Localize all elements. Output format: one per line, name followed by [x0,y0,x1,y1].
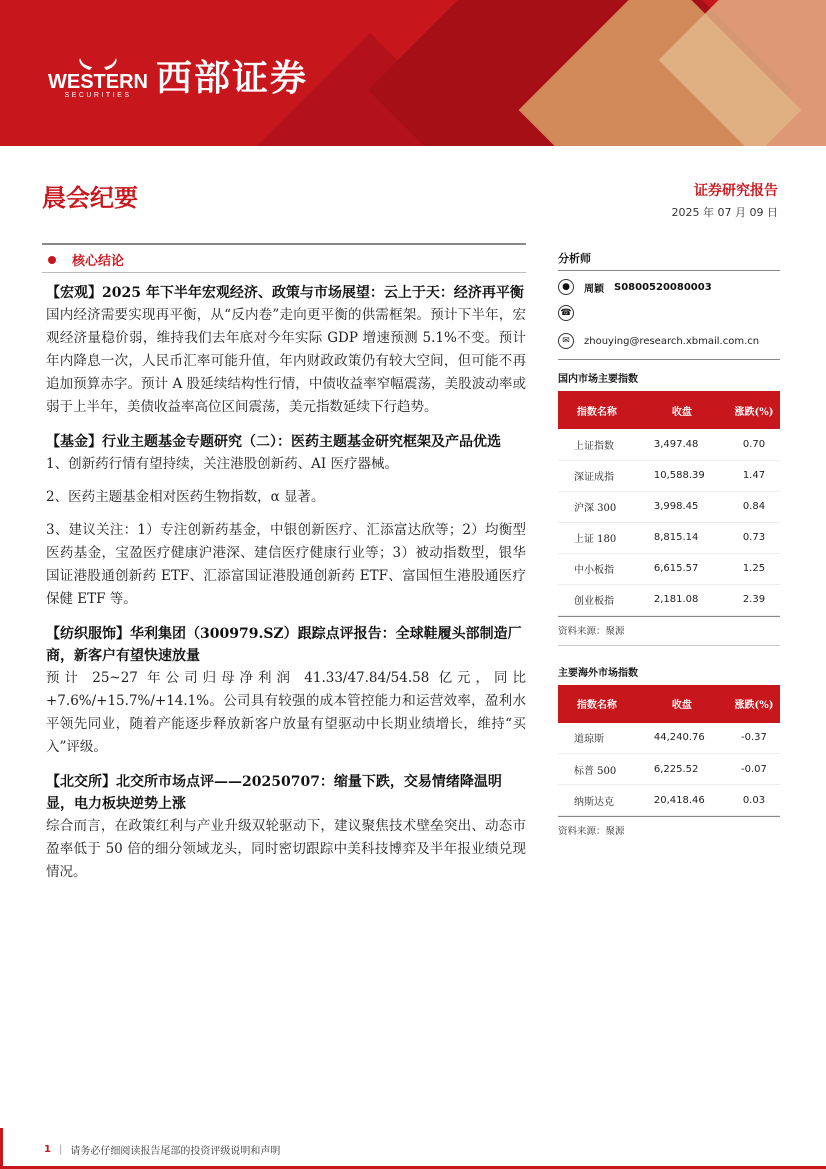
footer-note: 请务必仔细阅读报告尾部的投资评级说明和声明 [70,1146,281,1157]
sidebar [558,250,780,837]
table-row [558,785,780,816]
footer-accent-bar [0,1128,3,1169]
domestic-index-table [558,391,780,616]
analyst-row [558,277,780,297]
table-header: 涨跌(%) [728,685,780,723]
index-change: 2.39 [728,584,780,615]
divider [42,272,526,273]
index-name: 上证指数 [558,429,636,460]
table-row [558,754,780,785]
divider [558,816,780,817]
divider [558,645,780,646]
table-header: 指数名称 [558,391,636,429]
table-header: 指数名称 [558,685,636,723]
overseas-index-table [558,685,780,817]
table-row [558,522,780,553]
company-logo [48,54,308,104]
table-header: 收盘 [636,391,728,429]
index-name: 沪深 300 [558,491,636,522]
footer [44,1142,280,1157]
index-change: -0.37 [728,723,780,754]
block-title: 【北交所】北交所市场点评——20250707：缩量下跌，交易情绪降温明显，电力板块逆势上涨 [46,774,502,812]
index-change: 1.25 [728,553,780,584]
section-heading [48,250,124,269]
logo-english: WESTERN [48,71,148,93]
index-change: 0.84 [728,491,780,522]
content-block [46,623,526,759]
divider [558,359,780,360]
document-title: 晨会纪要 [42,183,138,212]
bullet-dot-icon [48,256,56,264]
index-name: 深证成指 [558,460,636,491]
content-block [46,771,526,884]
divider [558,616,780,617]
header-banner [0,0,826,146]
divider [42,243,526,245]
table-row [558,723,780,754]
person-icon: ● [558,279,574,295]
page-number: 1 [44,1144,51,1155]
index-name: 道琼斯 [558,723,636,754]
index-name: 创业板指 [558,584,636,615]
table-row [558,584,780,615]
mail-icon: ✉ [558,333,574,349]
index-name: 上证 180 [558,522,636,553]
analyst-label: 分析师 [558,252,591,265]
block-title: 【宏观】2025 年下半年宏观经济、政策与市场展望：云上于天：经济再平衡 [46,285,524,301]
block-paragraph: 综合而言，在政策红利与产业升级双轮驱动下，建议聚焦技术壁垒突出、动态市盈率低于 50 倍的细分领域龙头，同时密切跟踪中美科技博弈及半年报业绩兑现情况。 [46,818,526,880]
logo-chinese: 西部证券 [156,58,309,99]
table-row [558,491,780,522]
divider [558,270,780,271]
table-row [558,460,780,491]
domestic-index-title: 国内市场主要指数 [558,374,638,385]
index-close: 20,418.46 [636,785,728,816]
index-close: 3,497.48 [636,429,728,460]
block-paragraph: 预计 25~27 年公司归母净利润 41.33/47.84/54.58 亿元，同比+7.6%/+15.7%/+14.1%。公司具有较强的成本管控能力和运营效率，盈利水平领先同业，随着产能逐步释放新客户放量有望驱动中长期业绩增长，维持“买入”评级。 [46,670,526,755]
index-change: 1.47 [728,460,780,491]
block-paragraph: 国内经济需要实现再平衡，从“反内卷”走向更平衡的供需框架。预计下半年，宏观经济量稳价弱，维持我们去年底对今年实际 GDP 增速预测 5.1%不变。预计年内降息一次，人民币汇率可能升值，年内财政政策仍有较大空间，但可能不再追加预算赤字。预计 A 股延续结构性行情，中债收益率窄幅震荡，美股波动率或弱于上半年，美债收益率高位区间震荡，美元指数延续下行趋势。 [46,307,526,415]
source-note: 资料来源：聚源 [558,826,625,837]
main-content [46,282,526,896]
index-name: 标普 500 [558,754,636,785]
index-close: 6,615.57 [636,553,728,584]
index-close: 8,815.14 [636,522,728,553]
analyst-name: 周颖 [584,283,604,295]
bull-horns-icon [68,58,128,72]
table-row [558,553,780,584]
index-name: 纳斯达克 [558,785,636,816]
analyst-email[interactable]: zhouying@research.xbmail.com.cn [584,335,760,347]
table-header: 涨跌(%) [728,391,780,429]
index-change: 0.70 [728,429,780,460]
index-close: 3,998.45 [636,491,728,522]
content-block [46,282,526,419]
footer-separator: | [58,1144,63,1155]
block-paragraph: 1、创新药行情有望持续，关注港股创新药、AI 医疗器械。 [46,456,398,472]
phone-icon: ☎ [558,305,574,321]
block-paragraph: 3、建议关注：1）专注创新药基金，中银创新医疗、汇添富达欣等；2）均衡型医药基金，宝盈医疗健康沪港深、建信医疗健康行业等；3）被动指数型，银华国证港股通创新药 ETF、汇添富国证港股通创新药 ETF、富国恒生港股通医疗保健 ETF 等。 [46,522,526,607]
index-change: 0.73 [728,522,780,553]
index-close: 44,240.76 [636,723,728,754]
index-close: 10,588.39 [636,460,728,491]
email-row [558,331,780,351]
document-date: 2025 年 07 月 09 日 [671,206,778,219]
source-note: 资料来源：聚源 [558,625,625,637]
block-title: 【纺织服饰】华利集团（300979.SZ）跟踪点评报告：全球鞋履头部制造厂商，新客户有望快速放量 [46,626,522,664]
content-block [46,431,526,611]
index-close: 6,225.52 [636,754,728,785]
index-name: 中小板指 [558,553,636,584]
phone-row [558,303,780,323]
block-title: 【基金】行业主题基金专题研究（二）：医药主题基金研究框架及产品优选 [46,434,501,450]
logo-english-sub: SECURITIES [64,92,132,99]
table-header: 收盘 [636,685,728,723]
overseas-index-title: 主要海外市场指数 [558,667,638,679]
index-close: 2,181.08 [636,584,728,615]
table-row [558,429,780,460]
analyst-code: S0800520080003 [614,281,712,293]
index-change: 0.03 [728,785,780,816]
block-paragraph: 2、医药主题基金相对医药生物指数，α 显著。 [46,489,325,505]
index-change: -0.07 [728,754,780,785]
document-type: 证券研究报告 [694,183,778,199]
section-title: 核心结论 [72,254,125,269]
